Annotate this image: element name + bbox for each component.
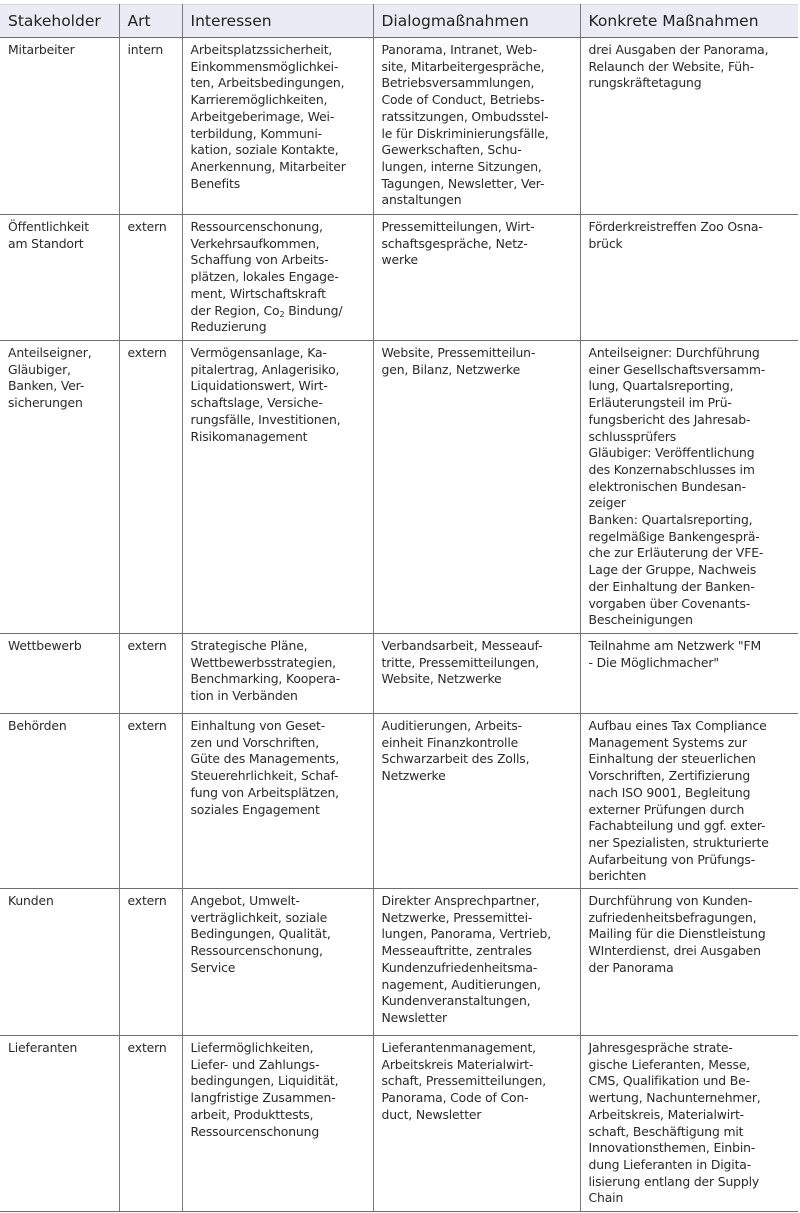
cell-text: intern: [127, 42, 164, 57]
cell-interessen: [182, 1036, 373, 1212]
header-konkrete-massnahmen: Konkrete Maßnahmen: [580, 5, 798, 38]
cell-line: Erläuterungsteil im Prü-: [588, 395, 732, 411]
cell-line: elektronischen Bundesan-: [588, 478, 746, 494]
cell-line: regelmäßige Bankengesprä-: [588, 528, 760, 544]
cell-line: Durchführung von Kunden-: [588, 893, 753, 908]
cell-line: rungskräftetagung: [588, 75, 702, 91]
cell-line: soziales Engagement: [190, 801, 320, 817]
cell-line: Mitarbeiter: [8, 42, 75, 57]
cell-text: extern: [127, 1040, 167, 1055]
cell-line: Ressourcenschonung,: [190, 943, 323, 959]
cell-line: Kunden: [8, 893, 54, 908]
cell-line: Steuerehrlichkeit, Schaf-: [190, 768, 339, 784]
cell-line: tion in Verbänden: [190, 688, 298, 704]
cell-line: CMS, Qualifikation und Be-: [588, 1073, 750, 1089]
cell-line: lungen, Panorama, Vertrieb,: [381, 926, 552, 942]
cell-text: extern: [127, 345, 167, 360]
cell-line: Bescheinigungen: [588, 612, 693, 628]
cell-line: zeiger: [588, 495, 626, 511]
cell-line: schaftsgespräche, Netz-: [381, 235, 528, 251]
cell-line: Schaffung von Arbeits-: [190, 252, 329, 268]
cell-line: Liefermöglichkeiten,: [190, 1040, 314, 1055]
cell-line: Arbeitskreis, Materialwirt-: [588, 1106, 744, 1122]
cell-line: che zur Erläuterung der VFE-: [588, 545, 764, 561]
cell-line: Newsletter: [381, 1009, 447, 1025]
cell-line: des Konzernabschlusses im: [588, 461, 755, 477]
cell-text: extern: [127, 893, 167, 908]
cell-line: site, Mitarbeitergespräche,: [381, 58, 545, 74]
cell-line: Gläubiger: Veröffentlichung: [588, 445, 755, 461]
cell-line: Pressemitteilungen, Wirt-: [381, 219, 535, 234]
cell-line: Strategische Pläne,: [190, 638, 308, 653]
cell-line: Förderkreistreffen Zoo Osna-: [588, 219, 763, 234]
cell-line: ten, Arbeitsbedingungen,: [190, 75, 345, 91]
cell-dialogmassnahmen: [373, 341, 580, 634]
cell-line: Kundenzufriedenheitsma-: [381, 959, 538, 975]
cell-line: brück: [588, 235, 623, 251]
cell-text: extern: [127, 219, 167, 234]
cell-line: Vermögensanlage, Ka-: [190, 345, 327, 360]
cell-line: Behörden: [8, 718, 67, 733]
cell-line: Lage der Gruppe, Nachweis: [588, 562, 757, 578]
cell-line: Betriebsversammlungen,: [381, 75, 535, 91]
cell-line: lungen, interne Sitzungen,: [381, 158, 542, 174]
cell-konkrete-massnahmen: [580, 714, 798, 889]
cell-line: berichten: [588, 868, 647, 884]
cell-line: Arbeitsplatzssicherheit,: [190, 42, 333, 57]
cell-art: [119, 38, 182, 215]
cell-line: Aufarbeitung von Prüfungs-: [588, 851, 756, 867]
cell-line: Karrieremöglichkeiten,: [190, 92, 328, 108]
cell-line: Gewerkschaften, Schu-: [381, 142, 522, 158]
header-interessen: Interessen: [182, 5, 373, 38]
cell-konkrete-massnahmen: [580, 38, 798, 215]
cell-line: Einhaltung von Geset-: [190, 718, 326, 733]
table-header-row: [0, 5, 798, 38]
header-art: Art: [119, 5, 182, 38]
cell-stakeholder: [0, 341, 119, 634]
cell-line: schaft, Pressemitteilungen,: [381, 1073, 546, 1089]
cell-line: drei Ausgaben der Panorama,: [588, 42, 769, 57]
cell-line: Verkehrsaufkommen,: [190, 235, 320, 251]
cell-line: wertung, Nachunternehmer,: [588, 1090, 761, 1106]
cell-line: le für Diskriminierungsfälle,: [381, 125, 549, 141]
cell-line: fungsbericht des Jahresab-: [588, 411, 751, 427]
cell-line: bedingungen, Liquidität,: [190, 1073, 339, 1089]
cell-line: plätzen, lokales Engage-: [190, 269, 339, 285]
cell-art: [119, 714, 182, 889]
cell-line: Service: [190, 959, 236, 975]
cell-line: Güte des Managements,: [190, 751, 340, 767]
cell-line: Vorschriften, Zertifizierung: [588, 768, 751, 784]
cell-line: Benchmarking, Koopera-: [190, 671, 341, 687]
cell-line: Panorama, Intranet, Web-: [381, 42, 537, 57]
cell-line: lisierung entlang der Supply: [588, 1173, 760, 1189]
cell-line: Mailing für die Dienstleistung: [588, 926, 766, 942]
cell-line: vorgaben über Covenants-: [588, 595, 751, 611]
cell-line: Innovationsthemen, Einbin-: [588, 1140, 756, 1156]
cell-line: Direkter Ansprechpartner,: [381, 893, 540, 908]
cell-line: tritte, Pressemitteilungen,: [381, 654, 540, 670]
header-dialogmassnahmen: Dialogmaßnahmen: [373, 5, 580, 38]
cell-line: Öffentlichkeit: [8, 219, 89, 234]
cell-line: Schwarzarbeit des Zolls,: [381, 751, 530, 767]
cell-interessen: [182, 215, 373, 341]
cell-line: Risikomanagement: [190, 428, 308, 444]
cell-line: Einkommensmöglichkei-: [190, 58, 339, 74]
cell-line: Gläubiger,: [8, 361, 71, 377]
cell-dialogmassnahmen: [373, 38, 580, 215]
cell-line: langfristige Zusammen-: [190, 1090, 336, 1106]
cell-line: Bedingungen, Qualität,: [190, 926, 331, 942]
cell-line: Management Systems zur: [588, 734, 747, 750]
cell-line: Tagungen, Newsletter, Ver-: [381, 175, 545, 191]
cell-text: extern: [127, 638, 167, 653]
cell-line: Fachabteilung und ggf. exter-: [588, 818, 766, 834]
cell-line: Anteilseigner: Durchführung: [588, 345, 760, 360]
cell-line: einer Gesellschaftsversamm-: [588, 361, 766, 377]
cell-line: Lieferanten: [8, 1040, 78, 1055]
cell-line: Relaunch der Website, Füh-: [588, 58, 755, 74]
cell-line: ratssitzungen, Ombudsstel-: [381, 108, 549, 124]
cell-line: Netzwerke: [381, 768, 446, 784]
cell-line: Website, Pressemitteilun-: [381, 345, 536, 360]
cell-art: [119, 341, 182, 634]
cell-line: Banken, Ver-: [8, 378, 85, 394]
table-row: [0, 341, 798, 634]
cell-stakeholder: [0, 889, 119, 1036]
cell-line: Ressourcenschonung,: [190, 219, 323, 234]
cell-line: Website, Netzwerke: [381, 671, 502, 687]
cell-line-text: der Region, Co: [190, 302, 280, 318]
cell-konkrete-massnahmen: [580, 889, 798, 1036]
cell-line: Netzwerke, Pressemittei-: [381, 909, 533, 925]
cell-dialogmassnahmen: [373, 714, 580, 889]
cell-interessen: [182, 634, 373, 714]
cell-dialogmassnahmen: [373, 215, 580, 341]
cell-line: der Panorama: [588, 959, 674, 975]
cell-line: nagement, Auditierungen,: [381, 976, 541, 992]
cell-line: Panorama, Code of Con-: [381, 1090, 529, 1106]
cell-line: nach ISO 9001, Begleitung: [588, 784, 751, 800]
cell-line: Banken: Quartalsreporting,: [588, 512, 753, 528]
cell-line: Wettbewerb: [8, 638, 82, 653]
cell-line: Arbeitgeberimage, Wei-: [190, 108, 335, 124]
cell-konkrete-massnahmen: [580, 1036, 798, 1212]
cell-interessen: [182, 38, 373, 215]
cell-line: Liquidationswert, Wirt-: [190, 378, 328, 394]
cell-interessen: [182, 714, 373, 889]
cell-interessen: [182, 341, 373, 634]
cell-line: Reduzierung: [190, 319, 267, 335]
cell-line: Aufbau eines Tax Compliance: [588, 718, 767, 733]
cell-line: anstaltungen: [381, 192, 462, 208]
stakeholder-table: [0, 4, 798, 1212]
cell-art: [119, 634, 182, 714]
cell-line: Ressourcenschonung: [190, 1123, 320, 1139]
cell-line: Teilnahme am Netzwerk "FM: [588, 638, 761, 653]
cell-text: extern: [127, 718, 167, 733]
cell-line: gische Lieferanten, Messe,: [588, 1056, 751, 1072]
cell-dialogmassnahmen: [373, 634, 580, 714]
cell-line: schlussprüfers: [588, 428, 677, 444]
cell-line: externer Prüfungen durch: [588, 801, 745, 817]
cell-line: Wettbewerbsstrategien,: [190, 654, 336, 670]
cell-line: Messeauftritte, zentrales: [381, 943, 532, 959]
cell-line: verträglichkeit, soziale: [190, 909, 328, 925]
table-row: [0, 889, 798, 1036]
cell-stakeholder: [0, 634, 119, 714]
cell-line: am Standort: [8, 235, 84, 251]
cell-line: werke: [381, 252, 418, 268]
cell-line: Einhaltung der steuerlichen: [588, 751, 756, 767]
cell-line: Arbeitskreis Materialwirt-: [381, 1056, 534, 1072]
table-row: [0, 38, 798, 215]
cell-line: Kundenveranstaltungen,: [381, 993, 531, 1009]
cell-line: zufriedenheitsbefragungen,: [588, 909, 757, 925]
cell-line: ment, Wirtschaftskraft: [190, 285, 326, 301]
cell-stakeholder: [0, 1036, 119, 1212]
cell-line: WInterdienst, drei Ausgaben: [588, 943, 761, 959]
cell-line: duct, Newsletter: [381, 1106, 482, 1122]
cell-line: schaft, Beschäftigung mit: [588, 1123, 744, 1139]
cell-line: Code of Conduct, Betriebs-: [381, 92, 545, 108]
co2-subscript: 2: [279, 309, 285, 319]
cell-konkrete-massnahmen: [580, 215, 798, 341]
co2-suffix: Bindung/: [284, 302, 343, 318]
cell-art: [119, 889, 182, 1036]
cell-line: kation, soziale Kontakte,: [190, 142, 339, 158]
cell-line: Benefits: [190, 175, 241, 191]
cell-stakeholder: [0, 714, 119, 889]
cell-line: schaftslage, Versiche-: [190, 395, 323, 411]
cell-line: Angebot, Umwelt-: [190, 893, 300, 908]
cell-line: Anteilseigner,: [8, 345, 92, 360]
cell-line: sicherungen: [8, 395, 83, 411]
cell-line: zen und Vorschriften,: [190, 734, 320, 750]
cell-line: lung, Quartalsreporting,: [588, 378, 734, 394]
cell-line: fung von Arbeitsplätzen,: [190, 784, 339, 800]
cell-art: [119, 215, 182, 341]
cell-dialogmassnahmen: [373, 889, 580, 1036]
cell-line: ner Spezialisten, strukturierte: [588, 834, 769, 850]
header-stakeholder: Stakeholder: [0, 5, 119, 38]
cell-dialogmassnahmen: [373, 1036, 580, 1212]
cell-line: Anerkennung, Mitarbeiter: [190, 158, 346, 174]
table-row: [0, 1036, 798, 1212]
cell-konkrete-massnahmen: [580, 634, 798, 714]
cell-line: - Die Möglichmacher": [588, 654, 719, 670]
table-row: [0, 634, 798, 714]
cell-art: [119, 1036, 182, 1212]
cell-line: einheit Finanzkontrolle: [381, 734, 519, 750]
cell-line: terbildung, Kommuni-: [190, 125, 322, 141]
cell-line: Liefer- und Zahlungs-: [190, 1056, 320, 1072]
cell-line: dung Lieferanten in Digita-: [588, 1156, 752, 1172]
cell-line: Verbandsarbeit, Messeauf-: [381, 638, 543, 653]
cell-stakeholder: [0, 215, 119, 341]
cell-line: gen, Bilanz, Netzwerke: [381, 361, 521, 377]
cell-interessen: [182, 889, 373, 1036]
cell-line: Lieferantenmanagement,: [381, 1040, 536, 1055]
cell-line: Chain: [588, 1190, 624, 1206]
cell-line: arbeit, Produkttests,: [190, 1106, 314, 1122]
cell-line: pitalertrag, Anlagerisiko,: [190, 361, 340, 377]
cell-line: Auditierungen, Arbeits-: [381, 718, 522, 733]
cell-stakeholder: [0, 38, 119, 215]
table-row: [0, 714, 798, 889]
cell-line: der Einhaltung der Banken-: [588, 578, 755, 594]
cell-konkrete-massnahmen: [580, 341, 798, 634]
table-row: [0, 215, 798, 341]
cell-line: Jahresgespräche strate-: [588, 1040, 733, 1055]
cell-line: [191, 303, 365, 320]
cell-line: rungsfälle, Investitionen,: [190, 411, 341, 427]
